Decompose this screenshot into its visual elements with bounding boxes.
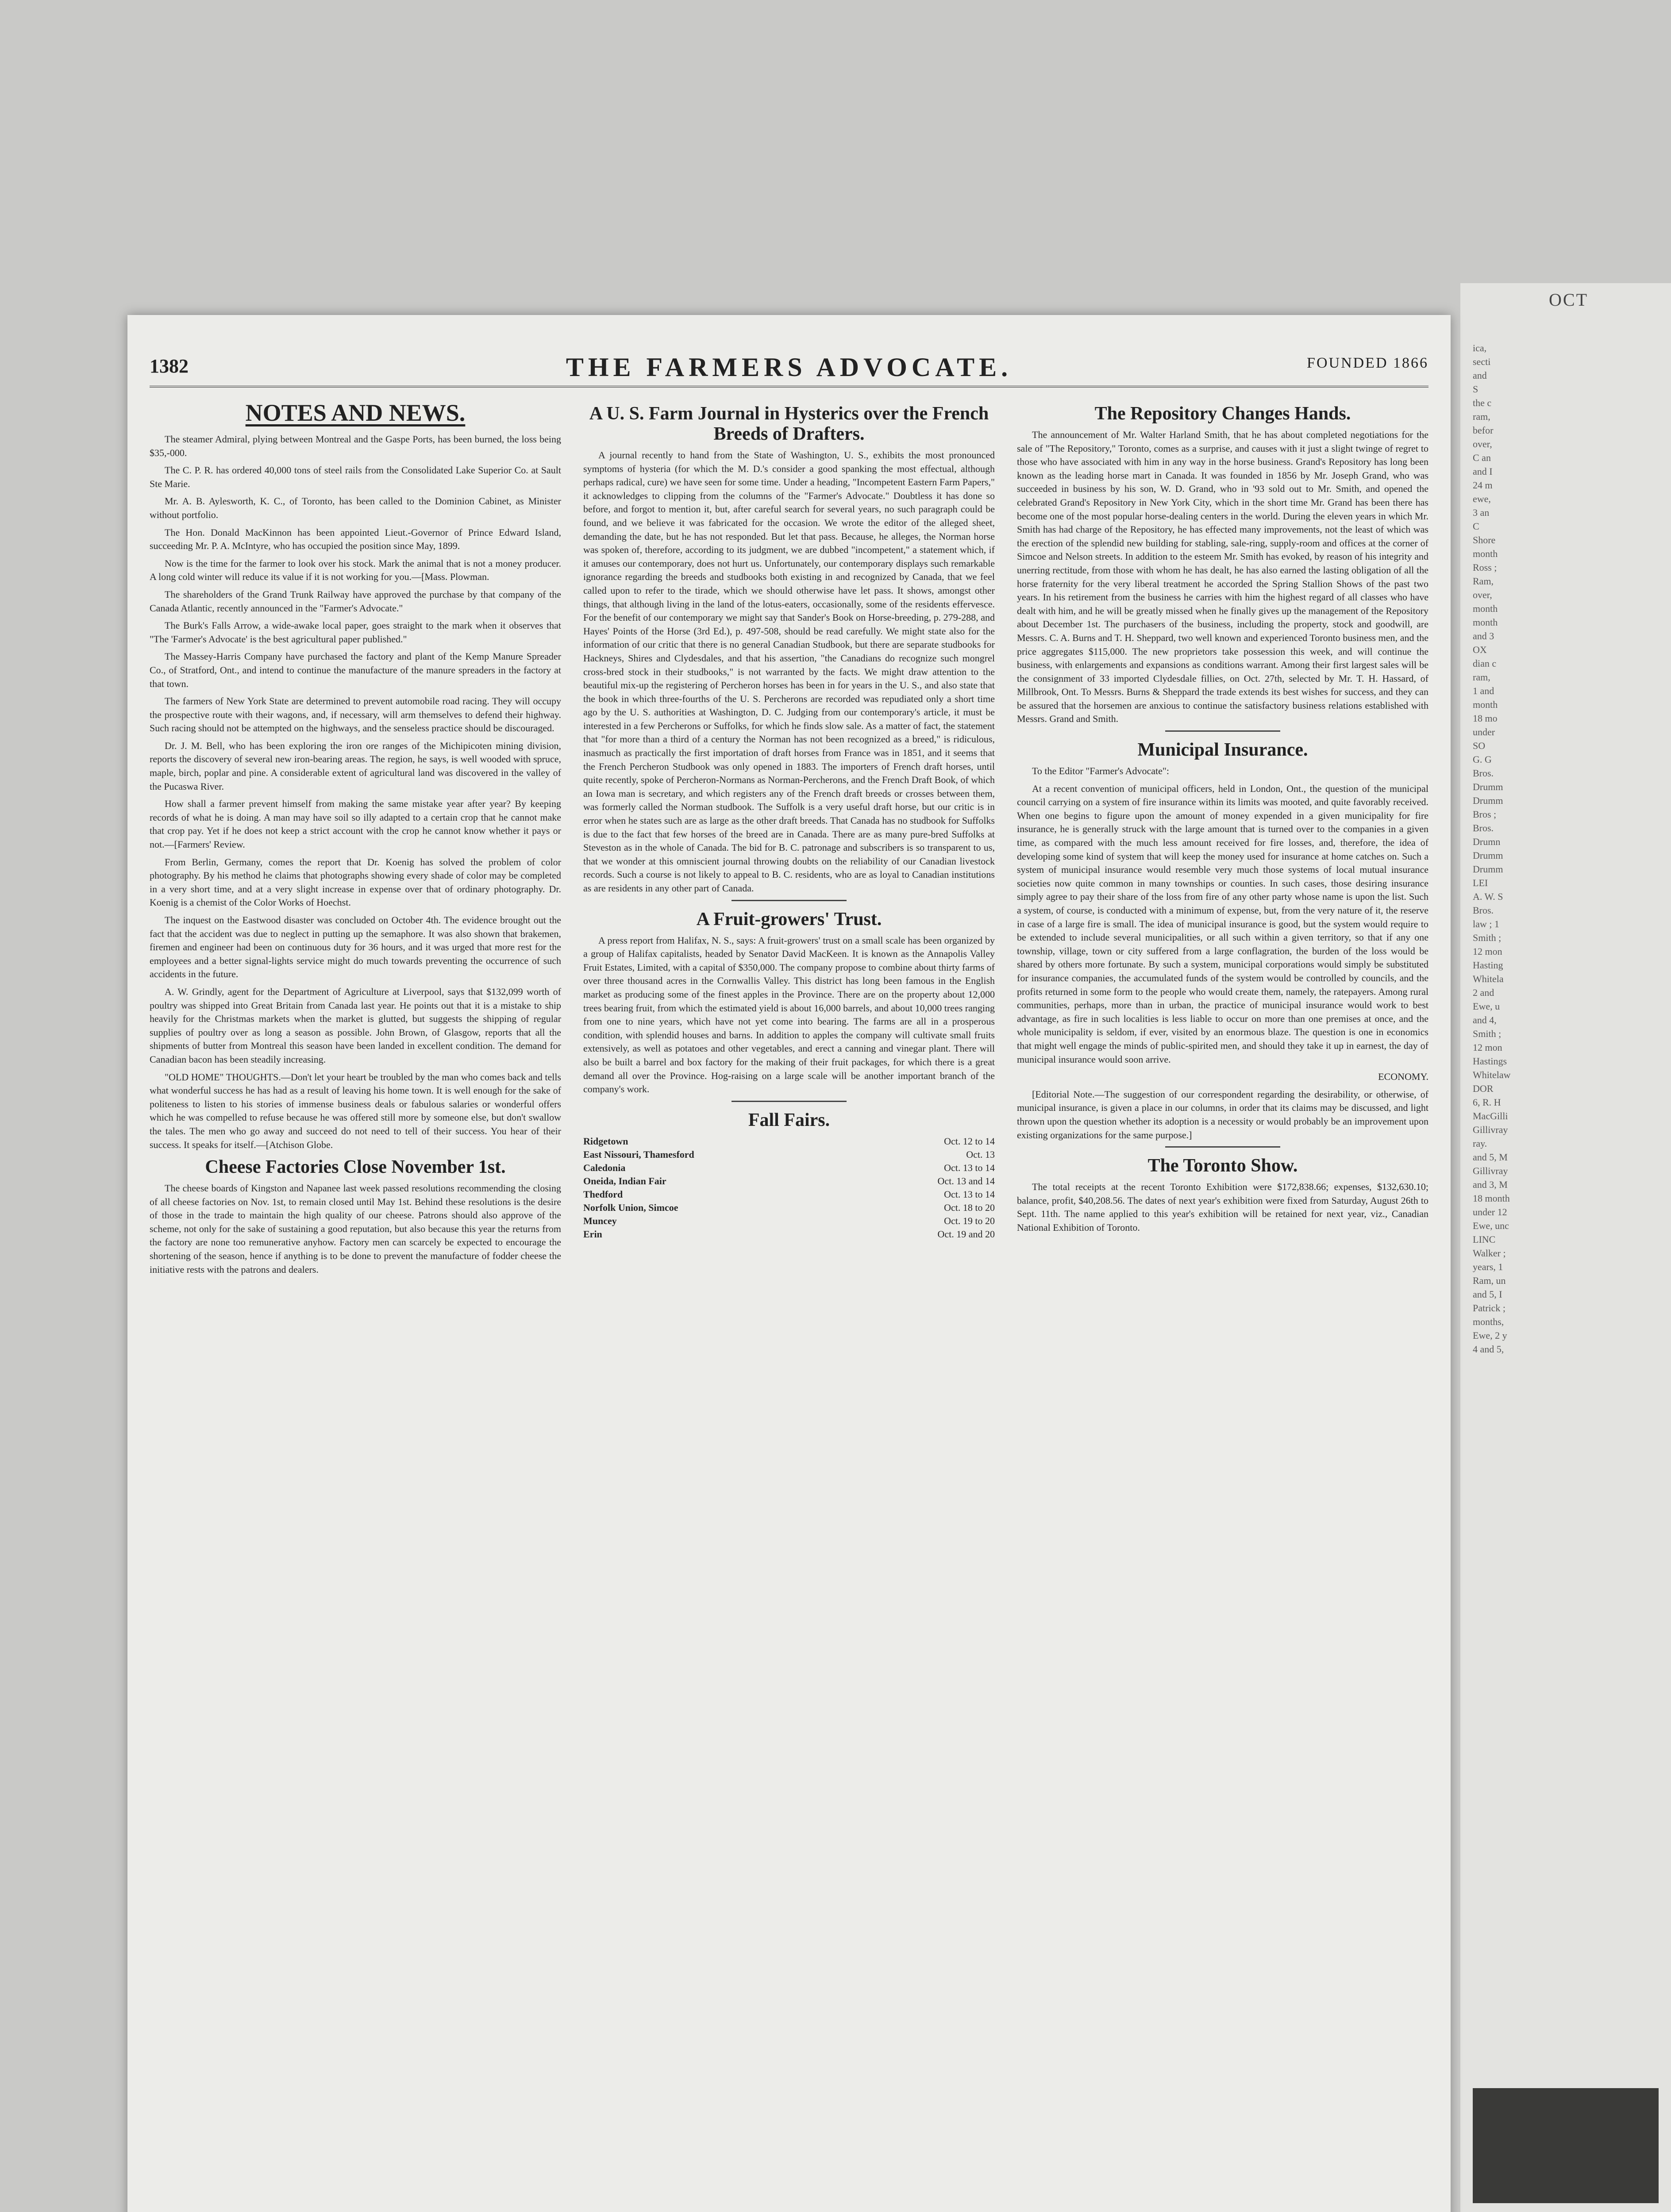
notes-and-news-title: NOTES AND NEWS. — [245, 399, 466, 426]
news-item: A. W. Grindly, agent for the Department of Agriculture at Liverpool, says that $132,099 worth of poultry was shipped into Great Britain from Canada last year. He points out that it is a mistake to ship heavily for the Christmas markets when the market is glutted, but suggests the shipping of regular supplies of poultry over as long a season as possible. John Brown, of Glasgow, reports that all the shipments of butter from Montreal this season have been landed in excellent condition. The demand for Canadian bacon has been steadily increasing. — [150, 986, 561, 1065]
fair-date: Oct. 18 to 20 — [944, 1202, 995, 1213]
founded-note: FOUNDED 1866 — [1307, 355, 1428, 371]
news-item: Now is the time for the farmer to look over his stock. Mark the animal that is not a money producer. A long cold winter will reduce its value if it is not working for you.—[Mass. Plowman. — [150, 557, 561, 583]
news-item: From Berlin, Germany, comes the report that Dr. Koenig has solved the problem of color photography. By his method he claims that photographs showing every shade of color may be completed in a very short time, and at a very slight increase in expense over that of ordinary photography. Dr. Koenig is a chemist of the Color Works of Hoechst. — [150, 856, 561, 908]
news-item: The steamer Admiral, plying between Montreal and the Gaspe Ports, has been burned, the loss being $35,-000. — [150, 434, 561, 458]
news-item: The inquest on the Eastwood disaster was concluded on October 4th. The evidence brought out the fact that the accident was due to neglect in putting up the semaphore. It was also shown that brakemen, firemen and engineer had been on continuous duty for 36 hours, and it was urged that more rest for the employees and a better signal-lights service might do much towards preventing the occurrence of such accidents in the future. — [150, 914, 561, 980]
fair-name: East Nissouri, Thamesford — [583, 1148, 694, 1160]
fair-row — [583, 1188, 995, 1201]
adjacent-page-text: ica, secti and S the c ram, befor over, C an and I 24 m ewe, 3 an C Shore month Ross ; Ram, over, month month and 3 OX dian c ram, 1 and month 18 mo under SO G. G Bros. Drumm Drumm Bros ; Bros. Drumn Drumm Drumm LEI A. W. S Bros. law ; 1 Smith ; 12 mon Hasting Whitela 2 and Ewe, u and 4, Smith ; 12 mon Hastings Whitelaw DOR 6, R. H MacGilli Gillivray ray. and 5, M Gillivray and 3, M 18 month under 12 Ewe, unc LINC Walker ; years, 1 Ram, un and 5, I Patrick ; months, Ewe, 2 y 4 and 5, — [1473, 342, 1511, 1355]
us-farm-journal-text: A journal recently to hand from the State of Washington, U. S., exhibits the most pronounced symptoms of hysteria (for which the M. D.'s consider a good spanking the most effectual, although perhaps radical, cure) we have seen for some time. Under a heading, "Incompetent Eastern Farm Papers," it acknowledges to clipping from the columns of the "Farmer's Advocate." Doubtless it has done so before, and forgot to mention it, but, after careful search for several years, no such paragraph could be found, and we believe it was fabricated for the occasion. We wrote the editor of the alleged sheet, demanding the date, but he has not responded. But let that pass. Because, he alleges, the Norman horse was spoken of, therefore, according to its judgment, we are dubbed "incompetent," a statement which, if it amuses our contemporary, does not hurt us. Unfortunately, our contemporary displays such remarkable ignorance regarding the breeds and studbooks both existing in and recognized by Canada, that we feel called upon to refer to the tirade, which we should otherwise have let pass. It shows, amongst other things, that although living in the land of the lotus-eaters, occasionally, some of the residents effervesce. For the benefit of our contemporary we might say that Sander's Book on Horse-breeding, p. 279-288, and Hayes' Points of the Horse (3rd Ed.), p. 497-508, should be read carefully. We might state also for the information of our critic that there is no general Canadian Studbook, but there are separate studbooks for Hackneys, Shires and Clydesdales, and that his assertion, "the Canadians do recognize such mongrel cross-bred stock in their studbooks," is not warranted by the facts. We might draw attention to the beautiful mix-up the registering of Percheron horses has been in for years in the U. S., and also state that the book in which three-fourths of the U. S. Percherons are recorded was repudiated only a short time ago by the U. S. authorities at Washington, D. C. Judging from our contemporary's article, it must be interested in a few Percherons or Suffolks, for which he finds slow sale. As a matter of fact, the statement that "for more than a third of a century the Norman has not been recognized as a breed," is ridiculous, inasmuch as practically the first importation of draft horses from France was in 1851, and it seems that the French Percheron Studbook was only opened in 1883. The importers of French draft horses, until quite recently, spoke of Percheron-Normans as Norman-Percherons, and the French Draft Book, of which an Iowa man is secretary, and which registers any of the French draft breeds or crosses between them, was formerly called the Norman studbook. The Suffolk is a very useful draft horse, but our critic is in error when he states such are as large as the other draft breeds. That Canada has no studbook for Suffolks is due to the fact that few horses of the breed are in Canada. There are as many pure-bred Suffolks at Steveston as in the whole of Canada. The bid for B. C. patronage and subscribers is so transparent to us, that we wonder at this omniscient journal throwing doubts on the reliability of our Canadian livestock records. Such a course is not likely to appeal to B. C. residents, who are as loyal to Canadian institutions as are residents in any other part of Canada. — [583, 449, 995, 894]
news-item: The Burk's Falls Arrow, a wide-awake local paper, goes straight to the mark when it observes that "The 'Farmer's Advocate' is the best agricultural paper published." — [150, 620, 561, 645]
fair-name: Muncey — [583, 1215, 617, 1226]
section-divider — [1165, 730, 1280, 732]
masthead-title: THE FARMERS ADVOCATE. — [566, 353, 1013, 382]
news-item: The Massey-Harris Company have purchased the factory and plant of the Kemp Manure Spreader Co., of Stratford, Ont., and intend to continue the manufacture of the manure spreaders in the factory at that town. — [150, 651, 561, 689]
fall-fairs-title: Fall Fairs. — [748, 1110, 830, 1130]
fair-name: Norfolk Union, Simcoe — [583, 1202, 678, 1213]
news-item: Mr. A. B. Aylesworth, K. C., of Toronto, has been called to the Dominion Cabinet, as Minister without portfolio. — [150, 495, 561, 520]
fruit-growers-text: A press report from Halifax, N. S., says: A fruit-growers' trust on a small scale has been organized by a group of Halifax capitalists, headed by Senator David MacKeen. It is known as the Annapolis Valley Fruit Estates, Limited, with a capital of $350,000. The company propose to combine about thirty farms of over three thousand acres in the Cornwallis Valley. This district has long been famous in the English market as producing some of the finest apples in the Province. There are on the property about 12,000 trees bearing fruit, from which the estimated yield is about 16,000 barrels, and about 10,000 trees ranging from one to nine years, which have not yet come into bearing. The farms are all in a prosperous condition, with splendid houses and barns. In addition to apples the company will cultivate small fruits extensively, as well as potatoes and other vegetables, and erect a canning and vinegar plant. There will also be built a barrel and box factory for the making of their fruit packages, for which there is a great demand all over the Province. Hog-raising on a large scale will be another important branch of the company's work. — [583, 934, 995, 1095]
repository-title: The Repository Changes Hands. — [1094, 403, 1351, 424]
cheese-factories-text: The cheese boards of Kingston and Napanee last week passed resolutions recommending the closing of all cheese factories on Nov. 1st, to remain closed until May 1st. Behind these resolutions is the desire of those in the trade to maintain the high quality of our cheese. Patrons should also approve of the scheme, not only for the sake of sustaining a good reputation, but also because this year the returns from the factory are none too remunerative anyhow. Factory men can scarcely be expected to encourage the shortening of the season, hence if anything is to be done to prevent the manufacture of fodder cheese the initiative rests with the patrons and dealers. — [150, 1183, 561, 1275]
insurance-salutation: To the Editor "Farmer's Advocate": — [1032, 765, 1169, 777]
fair-date: Oct. 13 to 14 — [944, 1188, 995, 1200]
fair-row — [583, 1135, 995, 1148]
fall-fairs-list — [583, 1135, 995, 1241]
page-header — [150, 350, 1428, 388]
newspaper-page — [127, 315, 1451, 2212]
fair-row — [583, 1214, 995, 1228]
fair-row — [583, 1201, 995, 1214]
news-item: "OLD HOME" THOUGHTS.—Don't let your heart be troubled by the man who comes back and tells what wonderful success he has had as a result of leaving his home town. It is well enough for the sake of politeness to listen to his stories of immense business deals or fabulous salaries or wonderful offers which he was compelled to refuse because he was offered still more by someone else, but don't swallow the tales. The men who go away and succeed do not need to tell of their success. You hear of their success. It speaks for itself.—[Atchison Globe. — [150, 1071, 561, 1150]
news-item: The farmers of New York State are determined to prevent automobile road racing. They will occupy the prospective route with their wagons, and, if necessary, will arm themselves to defend their highway. Such racing should not be attempted on the highways, and the senseless practice should be discouraged. — [150, 695, 561, 734]
editorial-note: [Editorial Note.—The suggestion of our correspondent regarding the desirability, or otherwise, of municipal insurance, is given a place in our columns, in order that its claims may be discussed, and light thrown upon the question whether its adoption is a necessity or would probably be an improvement upon existing organizations for the same purpose.] — [1017, 1088, 1428, 1141]
fair-name: Caledonia — [583, 1162, 626, 1173]
adjacent-page-heading: OCT — [1549, 290, 1588, 310]
fair-row — [583, 1148, 995, 1161]
insurance-text: At a recent convention of municipal officers, held in London, Ont., the question of the municipal council carrying on a system of fire insurance within its limits was mooted, and quite favorably received. When one begins to figure upon the amount of money expended in a given municipality for fire insurance, he is generally struck with the large amount that is turned over to the companies in a given time, as compared with the much less amount received for fire losses, and, therefore, the idea of developing some kind of system that will keep the money used for insurance at home catches on. Such a system of municipal insurance would resemble very much those systems of local mutual insurance societies now quite common in many townships or counties. In such cases, those desiring insurance simply agree to pay their share of the loss from fire of any other party whose name is upon the list. Such a system, of course, is conducted with a minimum of expense, but, from the very nature of it, the reserve in case of a large fire is small. The idea of municipal insurance is good, but the system would require to be extended to include several municipalities, or all such within a given territory, so that if any one township, village, town or city suffered from a large conflagration, the burden of the loss would be shared by others more fortunate. By such a system, municipal corporations would simply be substituted for insurance companies, the accumulated funds of the system would be controlled by councils, and the profits returned in some form to the people who would create them, namely, the ratepayers. Among rural communities, perhaps, more than in urban, the practice of municipal insurance would work to best advantage, as fire in such localities is less liable to occur on more than one premises at once, and the whole municipality is seldom, if ever, visited by an enormous blaze. The question is one in economics that might well engage the minds of public-spirited men, and should they take it up in earnest, the day of municipal insurance would soon arrive. — [1017, 783, 1428, 1065]
fair-date: Oct. 13 — [966, 1148, 995, 1160]
fair-row — [583, 1175, 995, 1188]
column-1 — [150, 398, 561, 2212]
fair-date: Oct. 13 to 14 — [944, 1162, 995, 1173]
fair-date: Oct. 19 to 20 — [944, 1215, 995, 1226]
section-divider — [732, 900, 847, 901]
adjacent-page-photo — [1473, 2088, 1659, 2203]
news-item: The C. P. R. has ordered 40,000 tons of steel rails from the Consolidated Lake Superior Co. at Sault Ste Marie. — [150, 465, 561, 489]
fair-row — [583, 1228, 995, 1241]
fair-name: Ridgetown — [583, 1135, 628, 1147]
news-item: The shareholders of the Grand Trunk Railway have approved the purchase by that company of the Canada Atlantic, recently announced in the "Farmer's Advocate." — [150, 588, 561, 614]
fair-date: Oct. 19 and 20 — [937, 1228, 995, 1240]
fair-row — [583, 1161, 995, 1175]
news-item: The Hon. Donald MacKinnon has been appointed Lieut.-Governor of Prince Edward Island, succeeding Mr. P. A. McIntyre, who has occupied the position since May, 1899. — [150, 526, 561, 552]
fair-name: Oneida, Indian Fair — [583, 1175, 666, 1187]
us-farm-journal-title: A U. S. Farm Journal in Hysterics over the French Breeds of Drafters. — [589, 403, 989, 444]
toronto-show-text: The total receipts at the recent Toronto Exhibition were $172,838.66; expenses, $132,630.10; balance, profit, $40,208.56. The dates of next year's exhibition were fixed from Saturday, August 26th to Sept. 11th. The name applied to this year's exhibition will be retained for next year, viz., Canadian National Exhibition of Toronto. — [1017, 1181, 1428, 1233]
column-3 — [1017, 398, 1428, 2212]
fair-name: Erin — [583, 1228, 602, 1240]
page-number: 1382 — [150, 355, 189, 377]
repository-text: The announcement of Mr. Walter Harland Smith, that he has about completed negotiations for the sale of "The Repository," Toronto, comes as a surprise, and causes with it just a slight twinge of regret to those who have associated with him in any way in the horse business. Grand's Repository has long been known as the leading horse mart in Canada. It was founded in 1856 by Mr. Joseph Grand, who was succeeded in business by his son, W. D. Grand, who in '93 sold out to Mr. Smith, and opened the celebrated Grand's Repository in New York City, which in the short time Mr. Grand has been there has become one of the most popular horse-dealing centers in the world. During the eleven years in which Mr. Smith has had charge of the Repository, he has effected many improvements, not the least of which was the erection of the splendid new building for stabling, sale-ring, supply-room and offices at the corner of Simcoe and Nelson streets. In addition to the esteem Mr. Smith has evoked, by reason of his integrity and unerring rectitude, from those with whom he has dealt, he has also earned the lasting obligation of all the horse fraternity for the very liberal treatment he accorded the Spring Stallion Shows of the past two years. In his retirement from the business he carries with him the highest regard of all classes who have dealt with him, and he will be greatly missed when he finally gives up the management of the Repository about December 1st. The purchasers of the business, including the property, stock and goodwill, are Messrs. C. A. Burns and T. H. Sheppard, two well known and experienced Toronto business men, and the price aggregates $115,000. The new proprietors take possession this week, and will continue the business, with enlargements and expansions as conditions warrant. Among their first largest sales will be the consignment of 33 imported Clydesdale fillies, on Oct. 27th, selected by Mr. T. H. Hassard, of Millbrook, Ont. To Messrs. Burns & Sheppard the trade extends its best wishes for success, and they can be assured that the horsemen are anxious to continue the satisfactory business relations established with Messrs. Grand and Smith. — [1017, 429, 1428, 725]
column-2 — [583, 398, 995, 2212]
fruit-growers-title: A Fruit-growers' Trust. — [696, 909, 882, 929]
news-item: Dr. J. M. Bell, who has been exploring the iron ore ranges of the Michipicoten mining division, reports the discovery of several new iron-bearing areas. The region, he says, is well wooded with spruce, maple, birch, poplar and pine. A considerable extent of agricultural land was discovered in the valley of the Pucaswa River. — [150, 740, 561, 792]
news-item: How shall a farmer prevent himself from making the same mistake year after year? By keeping records of what he is doing. A man may have soil so illy adapted to a certain crop that he cannot make that crop pay. Yet if he does not keep a strict account with the crop he cannot know whether it pays or not.—[Farmers' Review. — [150, 798, 561, 850]
fair-date: Oct. 13 and 14 — [937, 1175, 995, 1187]
municipal-insurance-title: Municipal Insurance. — [1137, 740, 1308, 760]
fair-date: Oct. 12 to 14 — [944, 1135, 995, 1147]
fair-name: Thedford — [583, 1188, 623, 1200]
adjacent-page-fragment — [1460, 283, 1671, 2212]
toronto-show-title: The Toronto Show. — [1147, 1156, 1298, 1176]
section-divider — [1165, 1146, 1280, 1148]
insurance-signature: ECONOMY. — [1378, 1071, 1428, 1083]
cheese-factories-title: Cheese Factories Close November 1st. — [205, 1157, 506, 1178]
section-divider — [732, 1101, 847, 1102]
